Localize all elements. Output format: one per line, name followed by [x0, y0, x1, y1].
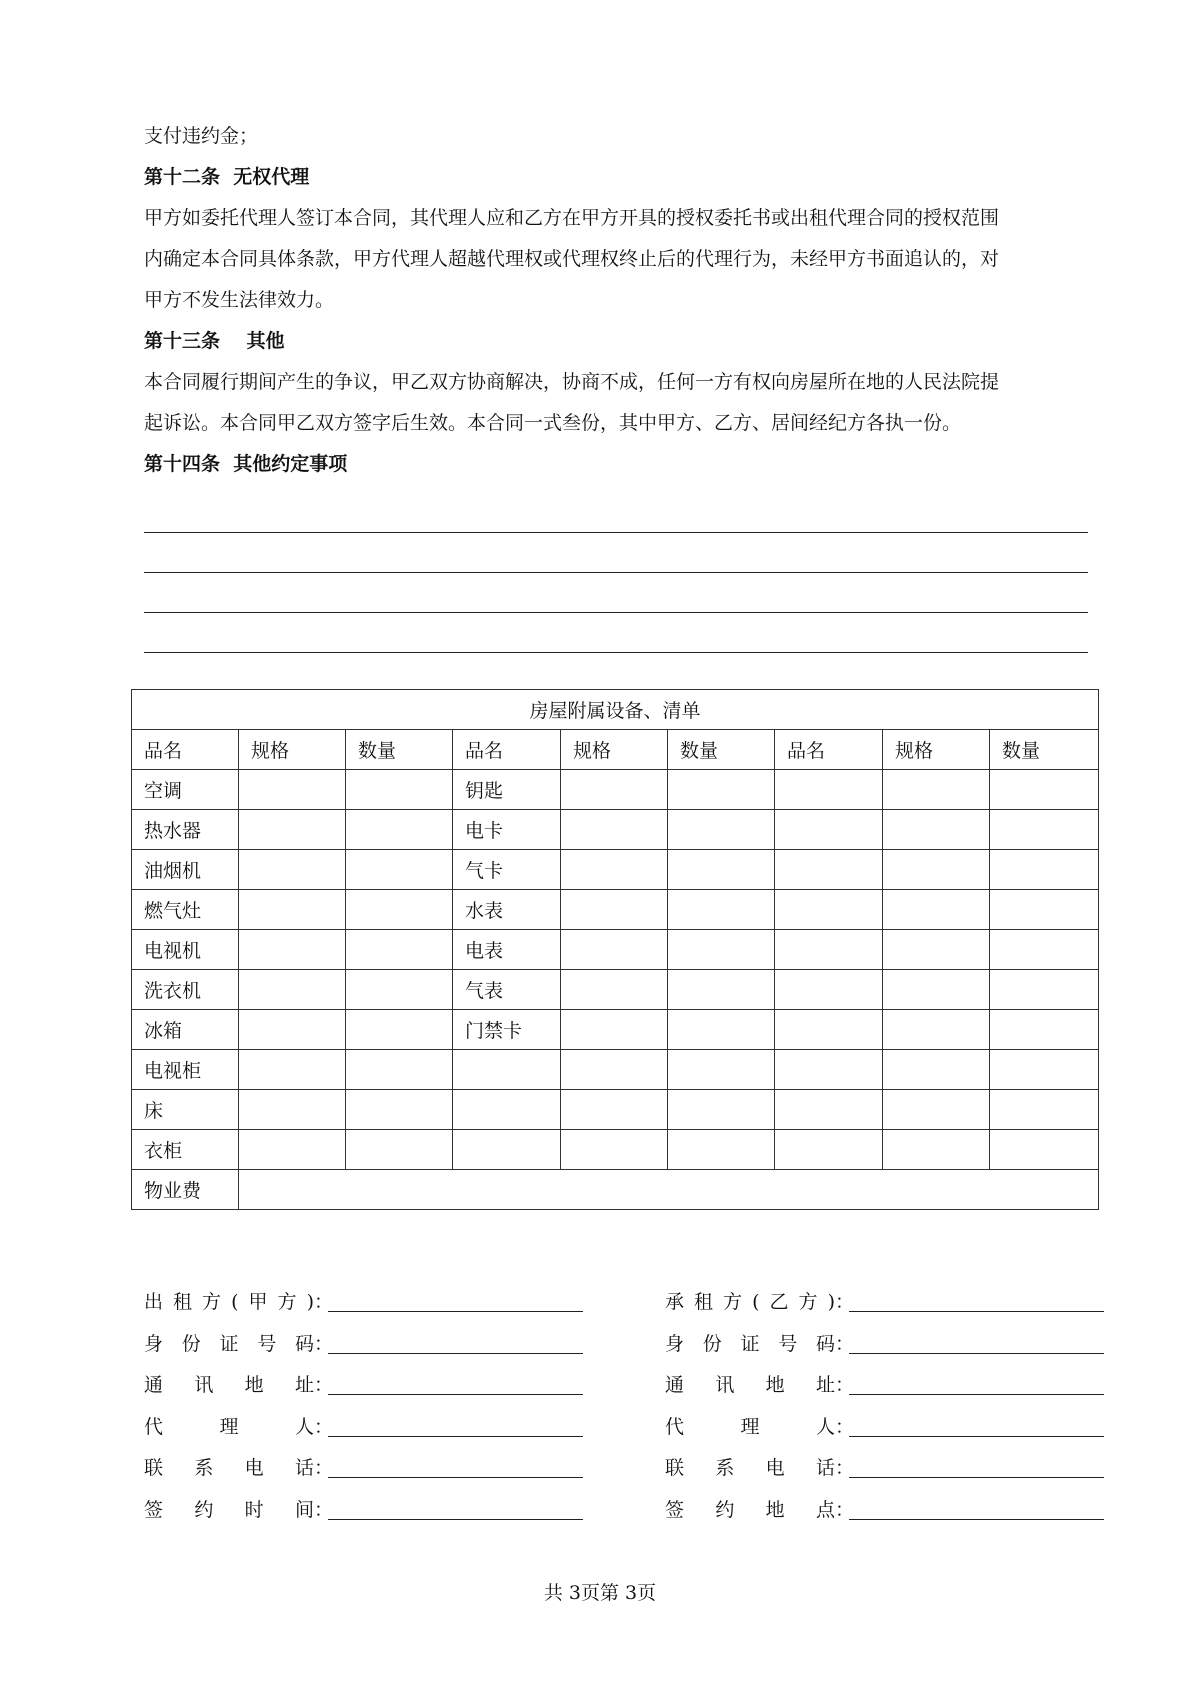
signature-field-label: 出租方(甲方) — [144, 1291, 314, 1314]
signature-field-blank[interactable] — [328, 1497, 583, 1520]
signature-field-row — [665, 1405, 1104, 1447]
header-cell: 数量 — [346, 730, 453, 770]
table-cell[interactable] — [668, 850, 775, 890]
table-cell[interactable] — [668, 1090, 775, 1130]
table-row-property-fee — [132, 1170, 1099, 1210]
table-cell[interactable] — [990, 1050, 1099, 1090]
table-row — [132, 1010, 1099, 1050]
table-cell: 水表 — [453, 890, 561, 930]
table-cell: 燃气灶 — [132, 890, 239, 930]
table-cell: 钥匙 — [453, 770, 561, 810]
signature-field-blank[interactable] — [849, 1497, 1104, 1520]
signature-field-label: 联系电话 — [665, 1457, 835, 1480]
signature-field-label: 通讯地址 — [144, 1374, 314, 1397]
table-cell[interactable] — [346, 930, 453, 970]
table-cell[interactable] — [990, 1010, 1099, 1050]
table-cell: 油烟机 — [132, 850, 239, 890]
table-cell[interactable] — [561, 850, 668, 890]
table-row — [132, 890, 1099, 930]
table-cell[interactable] — [668, 770, 775, 810]
signature-field-label: 身份证号码 — [144, 1332, 314, 1355]
signature-field-blank[interactable] — [328, 1414, 583, 1437]
other-terms-blank-lines — [144, 493, 1088, 653]
table-cell: 热水器 — [132, 810, 239, 850]
signature-field-blank[interactable] — [328, 1372, 583, 1395]
table-cell[interactable] — [239, 970, 346, 1010]
table-row — [132, 850, 1099, 890]
header-cell: 规格 — [883, 730, 990, 770]
table-cell[interactable] — [561, 1130, 668, 1170]
signature-field-label: 签约地点 — [665, 1498, 835, 1521]
signature-field-row — [144, 1322, 583, 1364]
table-cell[interactable] — [453, 1050, 561, 1090]
blank-fill-line[interactable] — [144, 573, 1088, 613]
table-cell[interactable] — [883, 810, 990, 850]
table-cell[interactable] — [346, 850, 453, 890]
table-cell[interactable] — [775, 770, 883, 810]
article-13-text — [144, 362, 1088, 444]
table-cell[interactable] — [990, 770, 1099, 810]
article-12-heading: 第十二条 无权代理 — [144, 166, 310, 188]
signature-field-blank[interactable] — [849, 1331, 1104, 1354]
table-cell[interactable] — [346, 1010, 453, 1050]
table-row — [132, 810, 1099, 850]
table-cell: 电表 — [453, 930, 561, 970]
table-cell[interactable] — [239, 1010, 346, 1050]
header-cell: 数量 — [990, 730, 1099, 770]
table-cell[interactable] — [561, 770, 668, 810]
table-cell[interactable] — [453, 1130, 561, 1170]
text-line: 支付违约金； — [144, 125, 259, 147]
signature-field-blank[interactable] — [849, 1455, 1104, 1478]
table-cell[interactable] — [668, 810, 775, 850]
signature-field-row — [144, 1363, 583, 1405]
text-line: 甲方不发生法律效力。 — [144, 289, 335, 311]
table-cell[interactable] — [775, 890, 883, 930]
table-cell[interactable] — [346, 1050, 453, 1090]
table-cell[interactable] — [239, 770, 346, 810]
signature-field-row — [144, 1488, 583, 1530]
table-cell[interactable] — [453, 1090, 561, 1130]
table-title: 房屋附属设备、清单 — [132, 690, 1099, 730]
table-cell[interactable] — [883, 1130, 990, 1170]
table-cell: 空调 — [132, 770, 239, 810]
table-cell[interactable] — [239, 1050, 346, 1090]
table-cell[interactable] — [990, 810, 1099, 850]
table-cell[interactable] — [561, 810, 668, 850]
signature-field-row — [144, 1446, 583, 1488]
header-cell: 规格 — [239, 730, 346, 770]
table-cell: 电视柜 — [132, 1050, 239, 1090]
table-cell[interactable] — [668, 1010, 775, 1050]
table-cell[interactable] — [883, 930, 990, 970]
header-cell: 品名 — [453, 730, 561, 770]
table-cell[interactable] — [668, 970, 775, 1010]
signature-field-row — [665, 1322, 1104, 1364]
table-cell: 衣柜 — [132, 1130, 239, 1170]
table-cell[interactable] — [883, 970, 990, 1010]
table-cell[interactable] — [990, 1090, 1099, 1130]
signature-field-colon: ： — [835, 1457, 855, 1480]
table-row — [132, 970, 1099, 1010]
table-cell[interactable] — [668, 1130, 775, 1170]
signature-field-row — [144, 1405, 583, 1447]
signature-field-colon: ： — [314, 1415, 334, 1438]
signature-field-label: 身份证号码 — [665, 1332, 835, 1355]
blank-fill-line[interactable] — [144, 493, 1088, 533]
table-cell[interactable] — [561, 1010, 668, 1050]
table-cell[interactable] — [775, 1010, 883, 1050]
table-cell[interactable] — [561, 970, 668, 1010]
signature-field-colon: ： — [835, 1374, 855, 1397]
signature-field-colon: ： — [835, 1332, 855, 1355]
signature-field-colon: ： — [314, 1374, 334, 1397]
table-cell[interactable] — [775, 970, 883, 1010]
signature-field-colon: ： — [314, 1498, 334, 1521]
signature-field-colon: ： — [314, 1332, 334, 1355]
table-cell[interactable] — [668, 1050, 775, 1090]
table-row — [132, 1050, 1099, 1090]
signature-field-blank[interactable] — [328, 1331, 583, 1354]
signature-field-blank[interactable] — [328, 1455, 583, 1478]
table-header-row — [132, 730, 1099, 770]
equipment-list-table — [131, 689, 1099, 1210]
table-cell[interactable] — [239, 850, 346, 890]
table-cell: 床 — [132, 1090, 239, 1130]
table-cell: 气卡 — [453, 850, 561, 890]
text-line: 内确定本合同具体条款，甲方代理人超越代理权或代理权终止后的代理行为，未经甲方书面追认的，对 — [144, 248, 1000, 270]
table-cell[interactable] — [883, 1090, 990, 1130]
article-13-heading: 第十三条 其他 — [144, 330, 285, 352]
signature-field-row — [144, 1280, 583, 1322]
table-cell[interactable] — [775, 930, 883, 970]
table-title-row — [132, 690, 1099, 730]
table-cell: 电卡 — [453, 810, 561, 850]
lessee-signature-block — [665, 1280, 1104, 1529]
table-cell[interactable] — [883, 890, 990, 930]
table-cell[interactable] — [883, 1050, 990, 1090]
signature-field-label: 代理人 — [144, 1415, 314, 1438]
table-cell[interactable] — [346, 1090, 453, 1130]
table-row — [132, 930, 1099, 970]
table-cell: 气表 — [453, 970, 561, 1010]
table-cell[interactable] — [668, 930, 775, 970]
signature-field-blank[interactable] — [849, 1289, 1104, 1312]
signature-field-colon: ： — [314, 1457, 334, 1480]
signature-field-colon: ： — [835, 1498, 855, 1521]
table-cell[interactable] — [883, 1010, 990, 1050]
table-cell[interactable] — [775, 810, 883, 850]
header-cell: 规格 — [561, 730, 668, 770]
signature-field-colon: ： — [314, 1291, 334, 1314]
table-cell: 冰箱 — [132, 1010, 239, 1050]
table-cell[interactable] — [346, 810, 453, 850]
page-number: 共 3页第 3页 — [543, 1582, 657, 1604]
table-cell[interactable] — [346, 970, 453, 1010]
signature-field-blank[interactable] — [849, 1414, 1104, 1437]
signature-field-row — [665, 1446, 1104, 1488]
signature-field-colon: ： — [835, 1415, 855, 1438]
table-cell[interactable] — [239, 890, 346, 930]
property-fee-value-cell[interactable] — [239, 1170, 1099, 1210]
table-cell[interactable] — [346, 890, 453, 930]
text-line: 本合同履行期间产生的争议，甲乙双方协商解决，协商不成，任何一方有权向房屋所在地的人民法院提 — [144, 371, 1000, 393]
table-cell[interactable] — [561, 1050, 668, 1090]
contract-body — [144, 116, 1088, 653]
article-12-text — [144, 198, 1088, 321]
table-cell[interactable] — [561, 890, 668, 930]
header-cell: 品名 — [775, 730, 883, 770]
table-cell[interactable] — [561, 1090, 668, 1130]
table-cell[interactable] — [239, 1130, 346, 1170]
table-cell[interactable] — [239, 930, 346, 970]
header-cell: 数量 — [668, 730, 775, 770]
signature-field-blank[interactable] — [849, 1372, 1104, 1395]
table-cell[interactable] — [990, 970, 1099, 1010]
property-fee-label: 物业费 — [132, 1170, 239, 1210]
text-line: 甲方如委托代理人签订本合同，其代理人应和乙方在甲方开具的授权委托书或出租代理合同的授权范围 — [144, 207, 1000, 229]
signature-field-label: 联系电话 — [144, 1457, 314, 1480]
table-row — [132, 1090, 1099, 1130]
table-cell[interactable] — [775, 1050, 883, 1090]
table-cell: 电视机 — [132, 930, 239, 970]
table-cell[interactable] — [883, 850, 990, 890]
blank-fill-line[interactable] — [144, 613, 1088, 653]
table-cell: 洗衣机 — [132, 970, 239, 1010]
signature-field-label: 承租方(乙方) — [665, 1291, 835, 1314]
table-cell[interactable] — [775, 850, 883, 890]
table-cell[interactable] — [239, 810, 346, 850]
table-cell[interactable] — [239, 1090, 346, 1130]
signature-field-row — [665, 1280, 1104, 1322]
blank-fill-line[interactable] — [144, 533, 1088, 573]
table-cell[interactable] — [775, 1130, 883, 1170]
signature-field-label: 签约时间 — [144, 1498, 314, 1521]
lessor-signature-block — [144, 1280, 583, 1529]
table-cell[interactable] — [990, 850, 1099, 890]
table-cell[interactable] — [990, 1130, 1099, 1170]
table-cell[interactable] — [990, 890, 1099, 930]
table-row — [132, 1130, 1099, 1170]
header-cell: 品名 — [132, 730, 239, 770]
signature-field-colon: ： — [835, 1291, 855, 1314]
table-cell[interactable] — [561, 930, 668, 970]
table-cell[interactable] — [990, 930, 1099, 970]
table-cell[interactable] — [346, 1130, 453, 1170]
table-cell[interactable] — [668, 890, 775, 930]
table-cell: 门禁卡 — [453, 1010, 561, 1050]
table-row — [132, 770, 1099, 810]
signature-field-row — [665, 1488, 1104, 1530]
signature-field-label: 代理人 — [665, 1415, 835, 1438]
signature-field-blank[interactable] — [328, 1289, 583, 1312]
signature-field-row — [665, 1363, 1104, 1405]
signature-field-label: 通讯地址 — [665, 1374, 835, 1397]
text-line: 起诉讼。本合同甲乙双方签字后生效。本合同一式叁份，其中甲方、乙方、居间经纪方各执一份。 — [144, 412, 962, 434]
table-cell[interactable] — [883, 770, 990, 810]
table-cell[interactable] — [346, 770, 453, 810]
article-14-heading: 第十四条 其他约定事项 — [144, 453, 348, 475]
table-cell[interactable] — [775, 1090, 883, 1130]
